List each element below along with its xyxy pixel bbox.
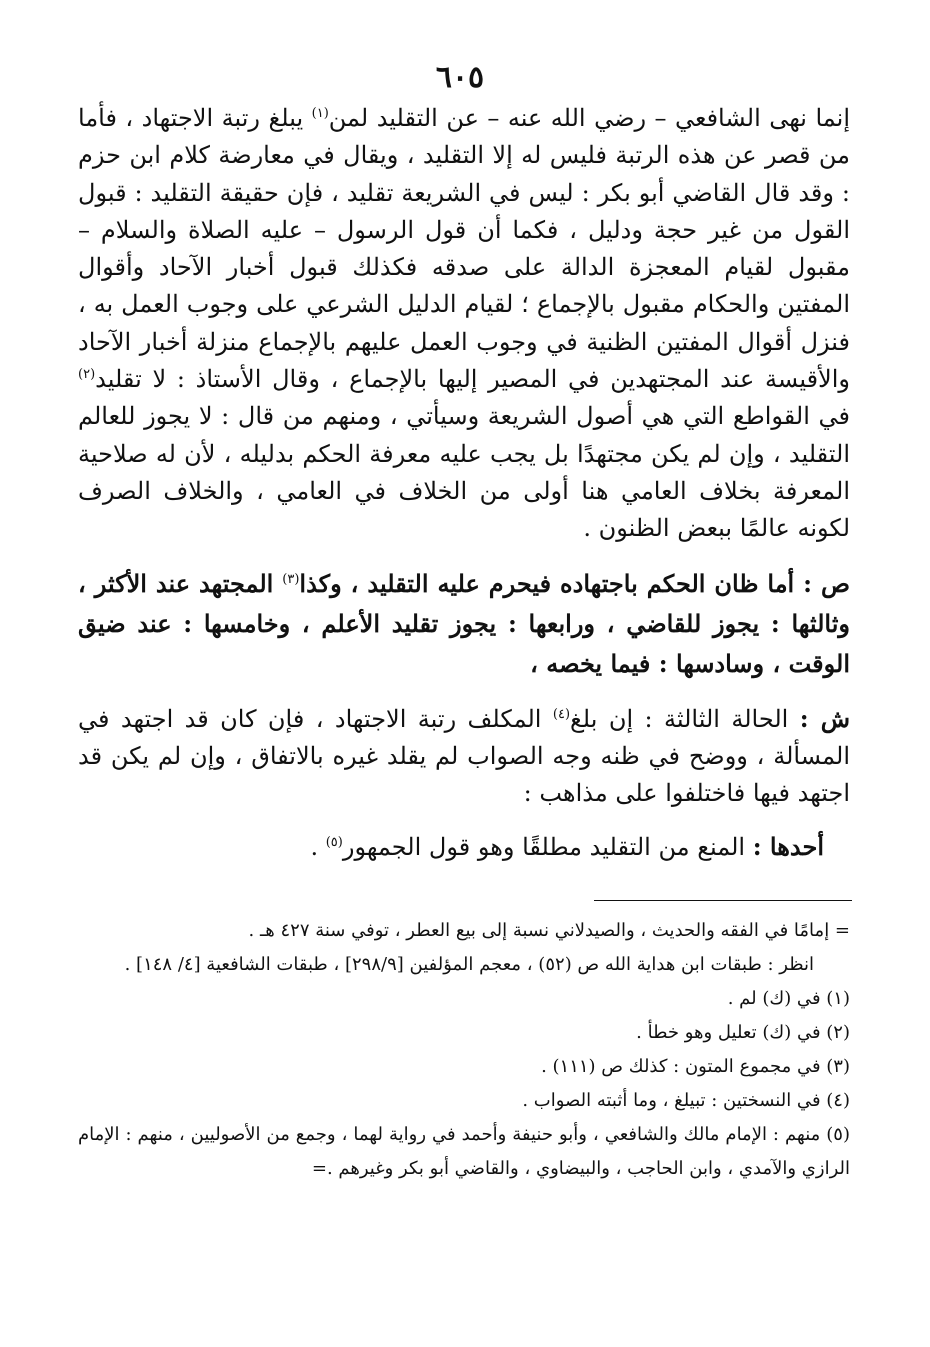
footnote-ref-2[interactable]: (٢) (78, 367, 96, 383)
paragraph-lead: ص : (803, 568, 851, 598)
footnotes (78, 914, 850, 1186)
paragraph-text: . (310, 833, 326, 862)
paragraph-text: أما ظان الحكم باجتهاده فيحرم عليه التقليد ، وكذا (299, 568, 804, 598)
footnote-continuation: انظر : طبقات ابن هداية الله ص (٥٢) ، معجم المؤلفين [٢٩٨/٩] ، طبقات الشافعية [٤/ ١٤٨] . (124, 954, 814, 975)
footnote-2: (٢) في (ك) تعليل وهو خطأ . (636, 1022, 850, 1043)
footnote-ref-5[interactable]: (٥) (325, 835, 343, 851)
paragraph-text: يبلغ رتبة الاجتهاد ، فأما من قصر عن هذه الرتبة فليس له إلا التقليد ، ويقال في معارضة كلام ابن حزم : وقد قال القاضي أبو بكر : ليس في الشريعة تقليد ، فإن حقيقة التقليد : قبول القول من غير حجة ودليل ، فكما أن قول الرسول – عليه الصلاة والسلام – مقبول لقيام المعجزة الدالة على صدقه فكذلك قبول أخبار الآحاد وأقوال المفتين والحكام مقبول بالإجماع ؛ لقيام الدليل الشرعي على وجوب العمل به ، فنزل أقوال المفتين الظنية في وجوب العمل عليهم بالإجماع منزلة أخبار الآحاد والأقيسة عند المجتهدين في المصير إليها بالإجماع ، وقال الأستاذ : لا تقليد (78, 104, 850, 394)
paragraph-text: إنما نهى الشافعي – رضي الله عنه – عن التقليد لمن (328, 104, 851, 132)
paragraph-text: الحالة الثالثة : إن بلغ (570, 704, 800, 733)
footnote-ref-4[interactable]: (٤) (552, 706, 571, 722)
paragraph-lead: أحدها : (752, 832, 824, 862)
footnote-3: (٣) في مجموع المتون : كذلك ص (١١١) . (541, 1056, 850, 1077)
page-number: ٦٠٥ (435, 60, 485, 95)
paragraph-1 (78, 100, 850, 548)
paragraph-text: المجتهد عند الأكثر ، وثالثها : يجوز للقاضي ، ورابعها : يجوز تقليد الأعلم ، وخامسها : عند ضيق الوقت ، وسادسها : فيما يخصه ، (78, 568, 850, 678)
footnote-ref-3[interactable]: (٣) (282, 571, 300, 587)
footnote-divider (594, 900, 852, 901)
paragraph-2 (78, 564, 850, 684)
footnote-4: (٤) في النسختين : تبيلغ ، وما أثبته الصواب . (522, 1090, 850, 1111)
page-body (78, 60, 850, 867)
footnote-5: (٥) منهم : الإمام مالك والشافعي ، وأبو حنيفة وأحمد في رواية لهما ، وجمع من الأصوليين ، منهم : الإمام الرازي والآمدي ، وابن الحاجب ، والبيضاوي ، والقاضي أبو بكر وغيرهم .= (78, 1124, 850, 1179)
footnote-ref-1[interactable]: (١) (311, 106, 329, 121)
paragraph-text: في القواطع التي هي أصول الشريعة وسيأتي ، ومنهم من قال : لا يجوز للعالم التقليد ، وإن لم يكن مجتهدًا بل يجب عليه معرفة الحكم بدليله ، لأن له صلاحية المعرفة بخلاف العامي هنا أولى من الخلاف في العامي ، والخلاف الصرف لكونه عالمًا ببعض الظنون . (78, 402, 851, 543)
paragraph-text: المكلف رتبة الاجتهاد ، فإن كان قد اجتهد في المسألة ، ووضح في ظنه وجه الصواب لم يقلد غيره بالاتفاق ، وإن لم يكن قد اجتهد فيها فاختلفوا على مذاهب : (78, 704, 850, 808)
paragraph-3 (78, 700, 850, 813)
paragraph-lead: ش : (799, 703, 851, 733)
paragraph-4 (78, 828, 850, 866)
footnote-continuation: = إمامًا في الفقه والحديث ، والصيدلاني نسبة إلى بيع العطر ، توفي سنة ٤٢٧ هـ . (248, 920, 850, 941)
footnote-1: (١) في (ك) لم . (727, 988, 850, 1009)
paragraph-text: المنع من التقليد مطلقًا وهو قول الجمهور (342, 833, 753, 862)
